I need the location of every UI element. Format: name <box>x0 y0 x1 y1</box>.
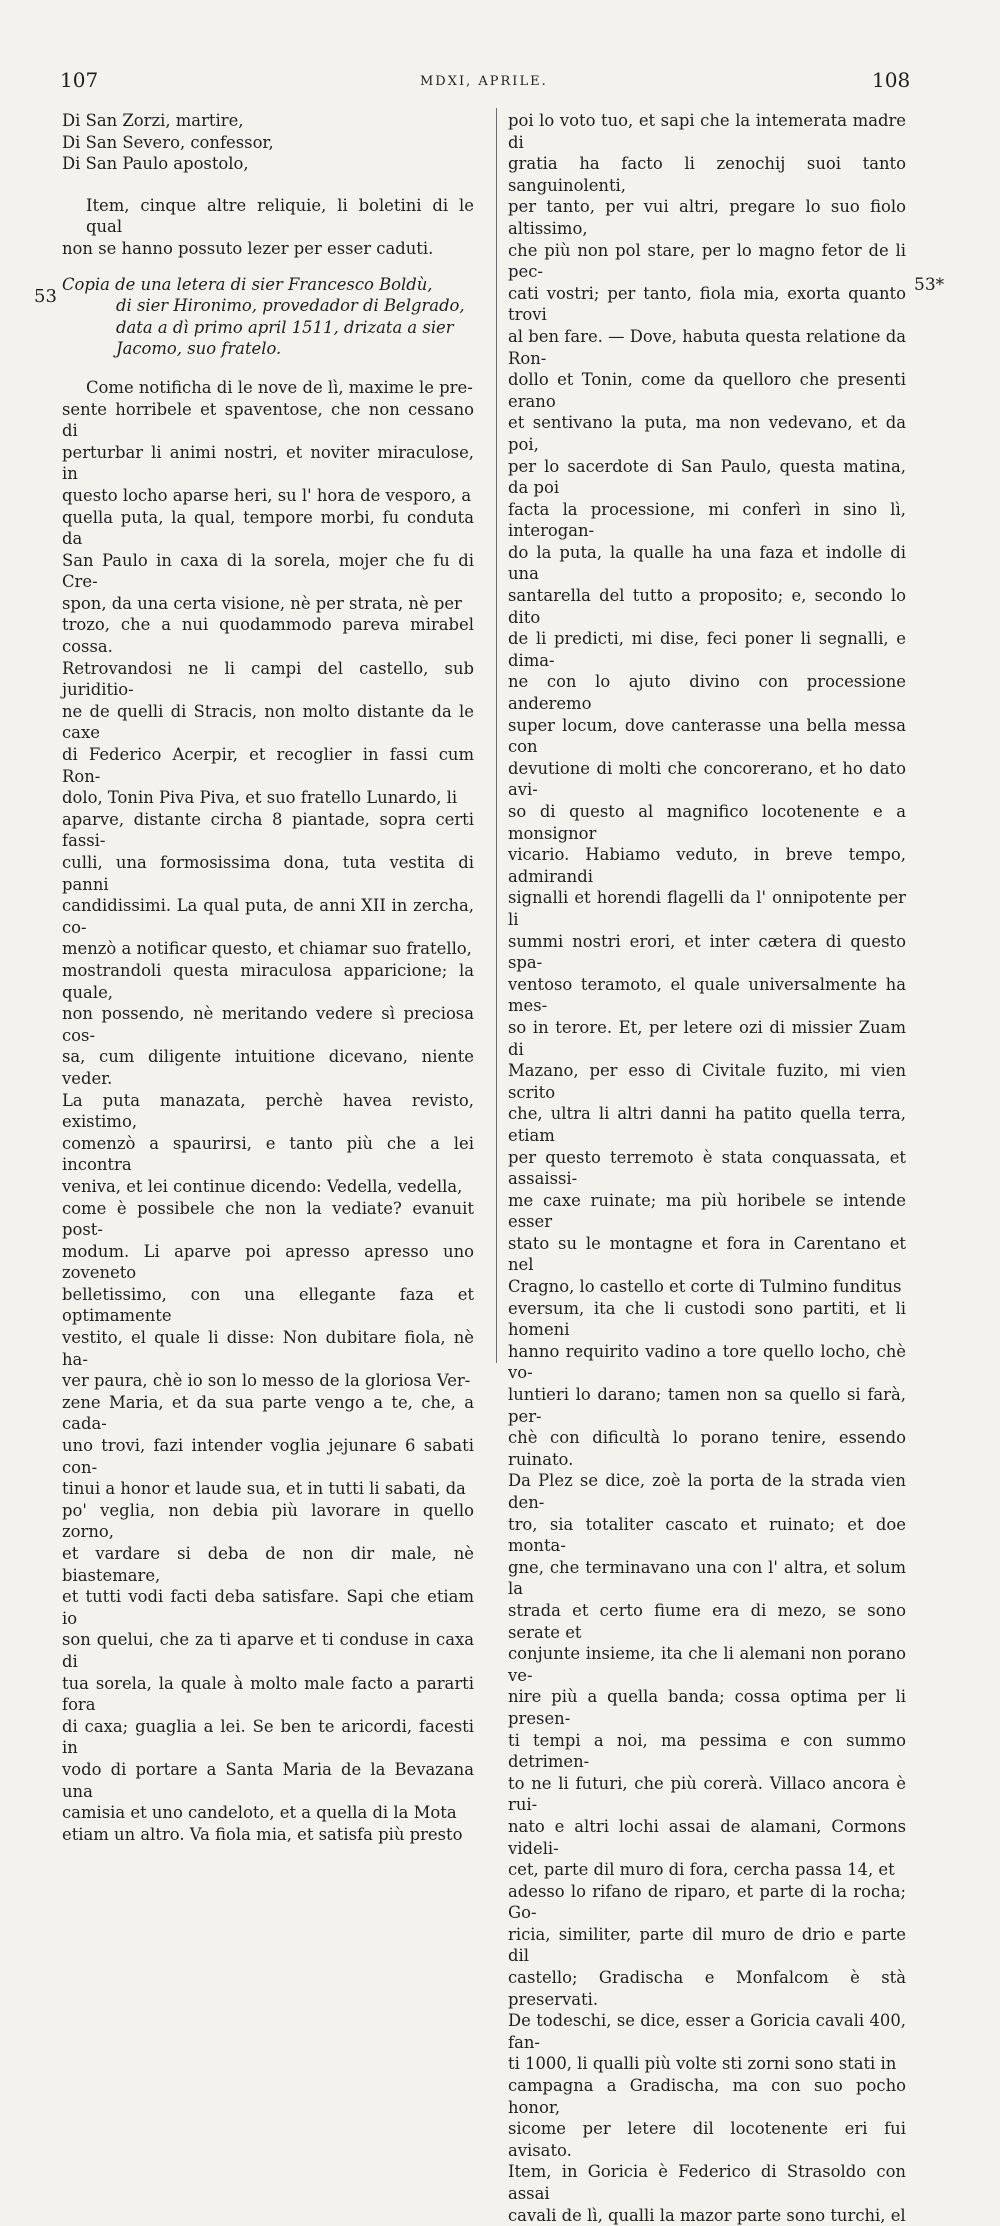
text-line: veniva, et lei continue dicendo: Vedella, vedella, <box>62 1176 463 1196</box>
text-line: camisia et uno candeloto, et a quella di la Mota <box>62 1803 457 1823</box>
title-line: Jacomo, suo fratelo. <box>116 339 282 359</box>
text-line: gne, che terminavano una con l' altra, et solum la <box>508 1557 906 1599</box>
text-line: sa, cum diligente intuitione dicevano, niente veder. <box>62 1047 474 1088</box>
text-line: Mazano, per esso di Civitale fuzito, mi vien scrito <box>508 1061 906 1102</box>
left-column <box>62 110 474 1845</box>
text-line: ti 1000, li qualli più volte sti zorni sono stati in <box>508 2054 897 2074</box>
text-line: et tutti vodi facti deba satisfare. Sapi che etiam io <box>62 1587 474 1628</box>
text-line: per tanto, per vui altri, pregare lo suo fiolo altissimo, <box>508 197 906 238</box>
text-line: summi nostri erori, et inter cætera di questo spa- <box>508 931 906 973</box>
letter-body-right <box>508 110 906 2226</box>
text-line: di Federico Acerpir, et recoglier in fassi cum Ron- <box>62 745 474 786</box>
text-line: et vardare si deba de non dir male, nè biastemare, <box>62 1544 474 1585</box>
text-line: trozo, che a nui quodammodo pareva mirabel cossa. <box>62 615 474 657</box>
text-line: sicome per letere dil locotenente eri fui avisato. <box>508 2119 906 2160</box>
text-line: San Paulo in caxa di la sorela, mojer che fu di Cre- <box>62 550 474 592</box>
text-line: La puta manazata, perchè havea revisto, existimo, <box>62 1090 474 1132</box>
text-line: questo locho aparse heri, su l' hora de vesporo, a <box>62 485 472 505</box>
text-line: me caxe ruinate; ma più horibele se intende esser <box>508 1190 906 1232</box>
text-line: tro, sia totaliter cascato et ruinato; et doe monta- <box>508 1514 906 1556</box>
letter-body-left <box>62 377 474 1845</box>
text-line: campagna a Gradischa, ma con suo pocho honor, <box>508 2076 906 2117</box>
text-line: ventoso teramoto, el quale universalmente ha mes- <box>508 974 906 1016</box>
letter-title <box>62 274 474 360</box>
text-line: cavali de lì, qualli la mazor parte sono turchi, el <box>508 2205 906 2225</box>
text-line: De todeschi, se dice, esser a Goricia cavali 400, fan- <box>508 2011 906 2052</box>
text-line: dollo et Tonin, come da quelloro che presenti erano <box>508 370 906 411</box>
list-item: Di San Zorzi, martire, <box>62 111 244 130</box>
text-line: per lo sacerdote di San Paulo, questa matina, da poi <box>508 456 906 498</box>
text-line: sente horribele et spaventose, che non cessano di <box>62 399 474 441</box>
text-line: poi lo voto tuo, et sapi che la intemerata madre di <box>508 111 906 152</box>
text-line: tinui a honor et laude sua, et in tutti li sabati, da <box>62 1479 466 1499</box>
text-line: spon, da una certa visione, nè per strata, nè per <box>62 593 462 613</box>
right-column <box>508 110 906 2226</box>
text-line: luntieri lo darano; tamen non sa quello si farà, per- <box>508 1385 906 1426</box>
text-line: tua sorela, la quale à molto male facto a pararti fora <box>62 1673 474 1715</box>
relic-list <box>62 110 474 175</box>
text-line: come è possibele che non la vediate? evanuit post- <box>62 1198 474 1240</box>
text-line: vicario. Habiamo veduto, in breve tempo, admirandi <box>508 845 906 886</box>
text-line: candidissimi. La qual puta, de anni XII in zercha, co- <box>62 896 474 937</box>
text-line: super locum, dove canterasse una bella messa con <box>508 715 906 757</box>
text-line: quella puta, la qual, tempore morbi, fu conduta da <box>62 507 474 549</box>
text-line: devutione di molti che concorerano, et ho dato avi- <box>508 758 906 800</box>
text-line: aparve, distante circha 8 piantade, sopra certi fassi- <box>62 809 474 851</box>
running-head: MDXI, APRILE. <box>420 74 548 89</box>
text-line: ne con lo ajuto divino con processione anderemo <box>508 672 906 714</box>
text-line: Item, cinque altre reliquie, li boletini di le qual <box>86 195 474 237</box>
text-line: eversum, ita che li custodi sono partiti, et li homeni <box>508 1298 906 1340</box>
text-line: vodo di portare a Santa Maria de la Bevazana una <box>62 1759 474 1801</box>
text-line: ne de quelli di Stracis, non molto distante da le caxe <box>62 701 474 743</box>
text-line: per questo terremoto è stata conquassata, et assaissi- <box>508 1147 906 1189</box>
text-line: nire più a quella banda; cossa optima per li presen- <box>508 1687 906 1728</box>
text-line: culli, una formosissima dona, tuta vestita di panni <box>62 853 474 894</box>
text-line: Retrovandosi ne li campi del castello, sub juriditio- <box>62 658 474 700</box>
column-rule <box>496 108 497 1363</box>
text-line: belletissimo, con una ellegante faza et optimamente <box>62 1284 474 1326</box>
text-line: so in terore. Et, per letere ozi di missier Zuam di <box>508 1017 906 1059</box>
text-line: son quelui, che za ti aparve et ti conduse in caxa di <box>62 1630 474 1671</box>
text-line: adesso lo rifano de riparo, et parte di la rocha; Go- <box>508 1881 906 1923</box>
page-number-left: 107 <box>60 68 99 92</box>
text-line: comenzò a spaurirsi, e tanto più che a lei incontra <box>62 1133 474 1175</box>
text-line: mostrandoli questa miraculosa apparicione; la quale, <box>62 960 474 1002</box>
margin-marker-right: 53* <box>914 275 945 295</box>
margin-marker-left: 53 <box>34 286 57 307</box>
text-line: de li predicti, mi dise, feci poner li segnalli, e dima- <box>508 629 906 670</box>
text-line: do la puta, la qualle ha una faza et indolle di una <box>508 542 906 584</box>
text-line: so di questo al magnifico locotenente e a monsignor <box>508 802 906 843</box>
text-line: conjunte insieme, ita che li alemani non porano ve- <box>508 1644 906 1685</box>
text-line: hanno requirito vadino a tore quello locho, chè vo- <box>508 1341 906 1383</box>
text-line: stato su le montagne et fora in Carentano et nel <box>508 1233 906 1275</box>
text-line: cet, parte dil muro di fora, cercha passa 14, et <box>508 1860 895 1880</box>
text-line: modum. Li aparve poi apresso apresso uno zoveneto <box>62 1241 474 1283</box>
text-line: ti tempi a noi, ma pessima e con summo detrimen- <box>508 1730 906 1772</box>
text-line: uno trovi, fazi intender voglia jejunare 6 sabati con- <box>62 1436 474 1477</box>
text-line: non possendo, nè meritando vedere sì preciosa cos- <box>62 1004 474 1045</box>
item-paragraph <box>62 195 474 260</box>
list-item: Di San Paulo apostolo, <box>62 154 249 174</box>
text-line: castello; Gradischa e Monfalcom è stà preservati. <box>508 1968 906 2009</box>
text-line: nato e altri lochi assai de alamani, Cormons videli- <box>508 1816 906 1858</box>
text-line: et sentivano la puta, ma non vedevano, et da poi, <box>508 413 906 454</box>
page-number-right: 108 <box>872 68 911 92</box>
text-line: vestito, el quale li disse: Non dubitare fiola, nè ha- <box>62 1328 474 1369</box>
text-line: Come notificha di le nove de lì, maxime le pre- <box>86 377 473 397</box>
list-item: Di San Severo, confessor, <box>62 132 274 152</box>
text-line: che più non pol stare, per lo magno fetor de li pec- <box>508 240 906 282</box>
text-line: facta la processione, mi conferì in sino lì, interogan- <box>508 499 906 541</box>
text-line: menzò a notificar questo, et chiamar suo fratello, <box>62 939 472 959</box>
text-line: signalli et horendi flagelli da l' onnipotente per li <box>508 888 906 929</box>
text-line: al ben fare. — Dove, habuta questa relatione da Ron- <box>508 326 906 368</box>
text-line: zene Maria, et da sua parte vengo a te, che, a cada- <box>62 1392 474 1434</box>
text-line: di caxa; guaglia a lei. Se ben te aricordi, facesti in <box>62 1716 474 1758</box>
text-line: strada et certo fiume era di mezo, se sono serate et <box>508 1600 906 1642</box>
text-line: Cragno, lo castello et corte di Tulmino funditus <box>508 1277 902 1297</box>
text-line: to ne li futuri, che più corerà. Villaco ancora è rui- <box>508 1773 906 1815</box>
text-line: santarella del tutto a proposito; e, secondo lo dito <box>508 586 906 627</box>
text-line: po' veglia, non debia più lavorare in quello zorno, <box>62 1500 474 1542</box>
text-line: Item, in Goricia è Federico di Strasoldo con assai <box>508 2162 906 2203</box>
text-line: che, ultra li altri danni ha patito quella terra, etiam <box>508 1104 906 1145</box>
title-line: data a dì primo april 1511, drizata a sier <box>116 317 454 337</box>
text-line: dolo, Tonin Piva Piva, et suo fratello Lunardo, li <box>62 788 458 808</box>
text-line: cati vostri; per tanto, fiola mia, exorta quanto trovi <box>508 283 906 325</box>
text-line: non se hanno possuto lezer per esser caduti. <box>62 238 434 258</box>
text-line: gratia ha facto li zenochij suoi tanto sanguinolenti, <box>508 154 906 195</box>
text-line: perturbar li animi nostri, et noviter miraculose, in <box>62 442 474 484</box>
text-line: Da Plez se dice, zoè la porta de la strada vien den- <box>508 1471 906 1512</box>
title-line: Copia de una letera di sier Francesco Boldù, <box>62 274 433 294</box>
text-line: ricia, similiter, parte dil muro de drio e parte dil <box>508 1924 906 1966</box>
text-line: chè con dificultà lo porano tenire, essendo ruinato. <box>508 1428 906 1469</box>
text-line: ver paura, chè io son lo messo de la gloriosa Ver- <box>62 1371 471 1391</box>
title-line: di sier Hironimo, provedador di Belgrado, <box>116 296 465 316</box>
text-line: etiam un altro. Va fiola mia, et satisfa più presto <box>62 1824 463 1844</box>
